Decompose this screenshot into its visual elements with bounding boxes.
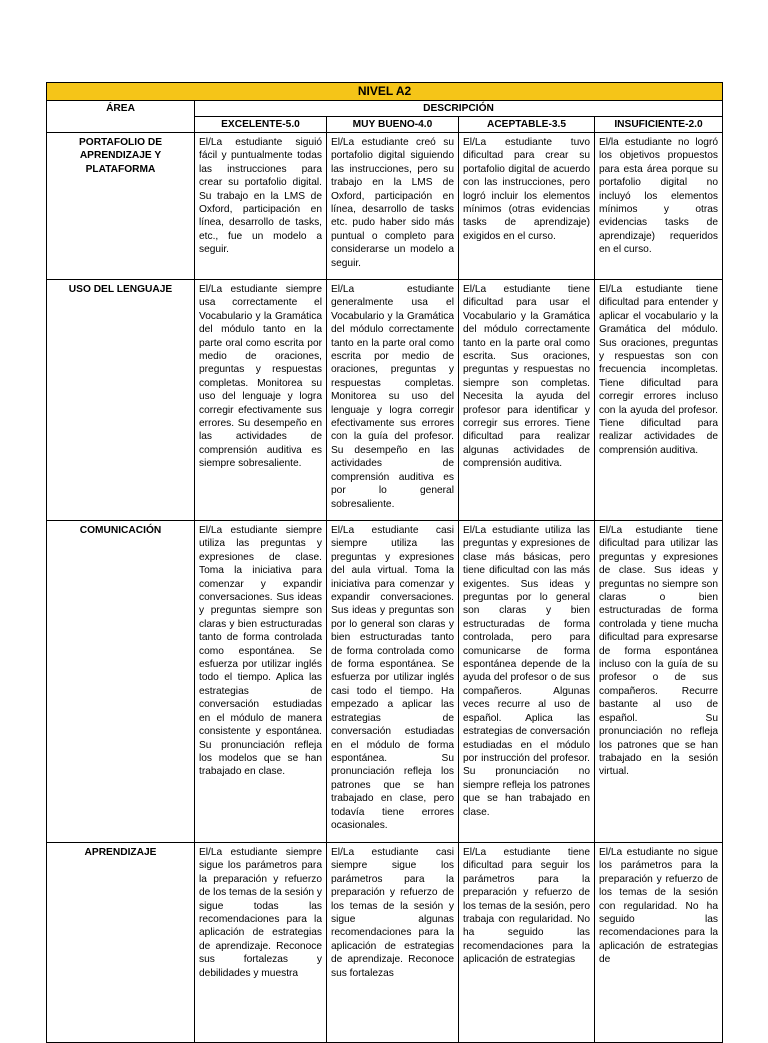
area-uso-lenguaje: USO DEL LENGUAJE — [47, 280, 195, 521]
rubric-cell: El/La estudiante utiliza las preguntas y expresiones de clase más básicas, pero tiene dificultad con las más exigentes. Sus ideas y preguntas por lo general son claras y bien estructuradas de forma controlada, pero para comunicarse de forma espontánea depende de la ayuda del profesor o de sus compañeros. Algunas veces recurre al uso de español. Aplica las estrategias de conversación estudiadas en el módulo por instrucción del profesor. Su pronunciación no siempre refleja los patrones que se han trabajado en clase. — [459, 521, 595, 843]
rubric-cell: El/La estudiante tiene dificultad para entender y aplicar el vocabulario y la Gramática del módulo. Sus oraciones, preguntas y respuestas son con frecuencia incompletas. Tiene dificultad para corregir errores incluso con la ayuda del profesor. Tiene dificultad para realizar actividades de comprensión auditiva. — [595, 280, 723, 521]
rubric-sheet — [46, 82, 722, 979]
level-title: NIVEL A2 — [47, 83, 723, 101]
rubric-cell: El/La estudiante siguió fácil y puntualmente todas las instrucciones para crear su portafolio digital. Su trabajo en la LMS de Oxford, participación en línea, desarrollo de tasks, etc., fue un modelo a seguir. — [195, 133, 327, 280]
rubric-table — [46, 82, 723, 1043]
level-header-excelente: EXCELENTE-5.0 — [195, 117, 327, 133]
rubric-cell: El/La estudiante tiene dificultad para usar el Vocabulario y la Gramática del módulo correctamente tanto en la parte oral como escrita. Sus oraciones, preguntas y respuestas no siempre son completas. Necesita la ayuda del profesor para identificar y corregir sus errores. Tiene dificultad para realizar algunas actividades de comprensión auditiva. — [459, 280, 595, 521]
rubric-cell: El/La estudiante tiene dificultad para seguir los parámetros para la preparación y refuerzo de los temas de la sesión, pero trabaja con regularidad. No ha seguido las recomendaciones para la aplicación de estrategias — [459, 843, 595, 1043]
rubric-cell: El/La estudiante no sigue los parámetros para la preparación y refuerzo de los temas de la sesión con regularidad. No ha seguido las recomendaciones para la aplicación de estrategias de — [595, 843, 723, 1043]
table-row — [47, 133, 723, 280]
area-comunicacion: COMUNICACIÓN — [47, 521, 195, 843]
rubric-cell: El/La estudiante siempre utiliza las preguntas y expresiones de clase. Toma la iniciativa para comenzar y expandir conversaciones. Sus ideas y preguntas siempre son claras y bien estructuradas tanto de forma controlada como espontánea. Se esfuerza por utilizar inglés todo el tiempo. Aplica las estrategias de conversación estudiadas en el módulo de manera consistente y espontánea. Su pronunciación refleja los modelos que se han trabajado en clase. — [195, 521, 327, 843]
table-row — [47, 521, 723, 843]
title-row — [47, 83, 723, 101]
table-row — [47, 843, 723, 1043]
rubric-cell: El/La estudiante casi siempre utiliza las preguntas y expresiones del aula virtual. Toma la iniciativa para comenzar y expandir conversaciones. Sus ideas y preguntas son por lo general son claras y bien estructuradas tanto de forma controlada como de forma espontánea. Se esfuerza por utilizar inglés casi todo el tiempo. Ha empezado a aplicar las estrategias de conversación estudiadas en el módulo de forma espontánea. Su pronunciación refleja los patrones que se han trabajado en clase, pero todavía tiene errores ocasionales. — [327, 521, 459, 843]
header-row — [47, 101, 723, 117]
rubric-cell: El/La estudiante tuvo dificultad para crear su portafolio digital de acuerdo con las instrucciones, pero logró incluir los elementos mínimos (otras evidencias tasks de aprendizaje) exigidos en el curso. — [459, 133, 595, 280]
rubric-cell: El/La estudiante tiene dificultad para utilizar las preguntas y expresiones de clase. Sus ideas y preguntas no siempre son claras o bien estructuradas de forma controlada y tiene mucha dificultad para expresarse de forma espontánea incluso con la guía de su profesor o de sus compañeros. Recurre bastante al uso de español. Su pronunciación no refleja los patrones que se han trabajado en la sesión virtual. — [595, 521, 723, 843]
area-header: ÁREA — [47, 101, 195, 133]
rubric-cell: El/La estudiante casi siempre sigue los parámetros para la preparación y refuerzo de los temas de la sesión y sigue algunas recomendaciones para la aplicación de estrategias de aprendizaje. Reconoce sus fortalezas — [327, 843, 459, 1043]
descripcion-header: DESCRIPCIÓN — [195, 101, 723, 117]
rubric-cell: El/La estudiante siempre usa correctamente el Vocabulario y la Gramática del módulo tanto en la parte oral como escrita por medio de oraciones, preguntas y respuestas completas. Monitorea su uso del lenguaje y logra corregir efectivamente sus errores. Su desempeño en las actividades de comprensión auditiva es siempre sobresaliente. — [195, 280, 327, 521]
level-header-insuficiente: INSUFICIENTE-2.0 — [595, 117, 723, 133]
rubric-cell: El/La estudiante creó su portafolio digital siguiendo las instrucciones, pero su trabajo en la LMS de Oxford, participación en línea, desarrollo de tasks etc. pudo haber sido más puntual o completo para considerarse un modelo a seguir. — [327, 133, 459, 280]
rubric-cell: El/la estudiante no logró los objetivos propuestos para esta área porque su portafolio digital no incluyó los elementos mínimos y otras evidencias tasks de aprendizaje) requeridos en el curso. — [595, 133, 723, 280]
level-header-muy-bueno: MUY BUENO-4.0 — [327, 117, 459, 133]
area-portafolio: PORTAFOLIO DE APRENDIZAJE Y PLATAFORMA — [47, 133, 195, 280]
table-row — [47, 280, 723, 521]
rubric-cell: El/La estudiante generalmente usa el Vocabulario y la Gramática del módulo correctamente tanto en la parte oral como escrita por medio de oraciones, preguntas y respuestas completas. Monitorea su uso del lenguaje y logra corregir efectivamente sus errores con la guía del profesor. Su desempeño en las actividades de comprensión auditiva es por lo general sobresaliente. — [327, 280, 459, 521]
level-header-aceptable: ACEPTABLE-3.5 — [459, 117, 595, 133]
rubric-cell: El/La estudiante siempre sigue los parámetros para la preparación y refuerzo de los temas de la sesión y sigue todas las recomendaciones para la aplicación de estrategias de aprendizaje. Reconoce sus fortalezas y debilidades y muestra — [195, 843, 327, 1043]
area-aprendizaje: APRENDIZAJE — [47, 843, 195, 1043]
